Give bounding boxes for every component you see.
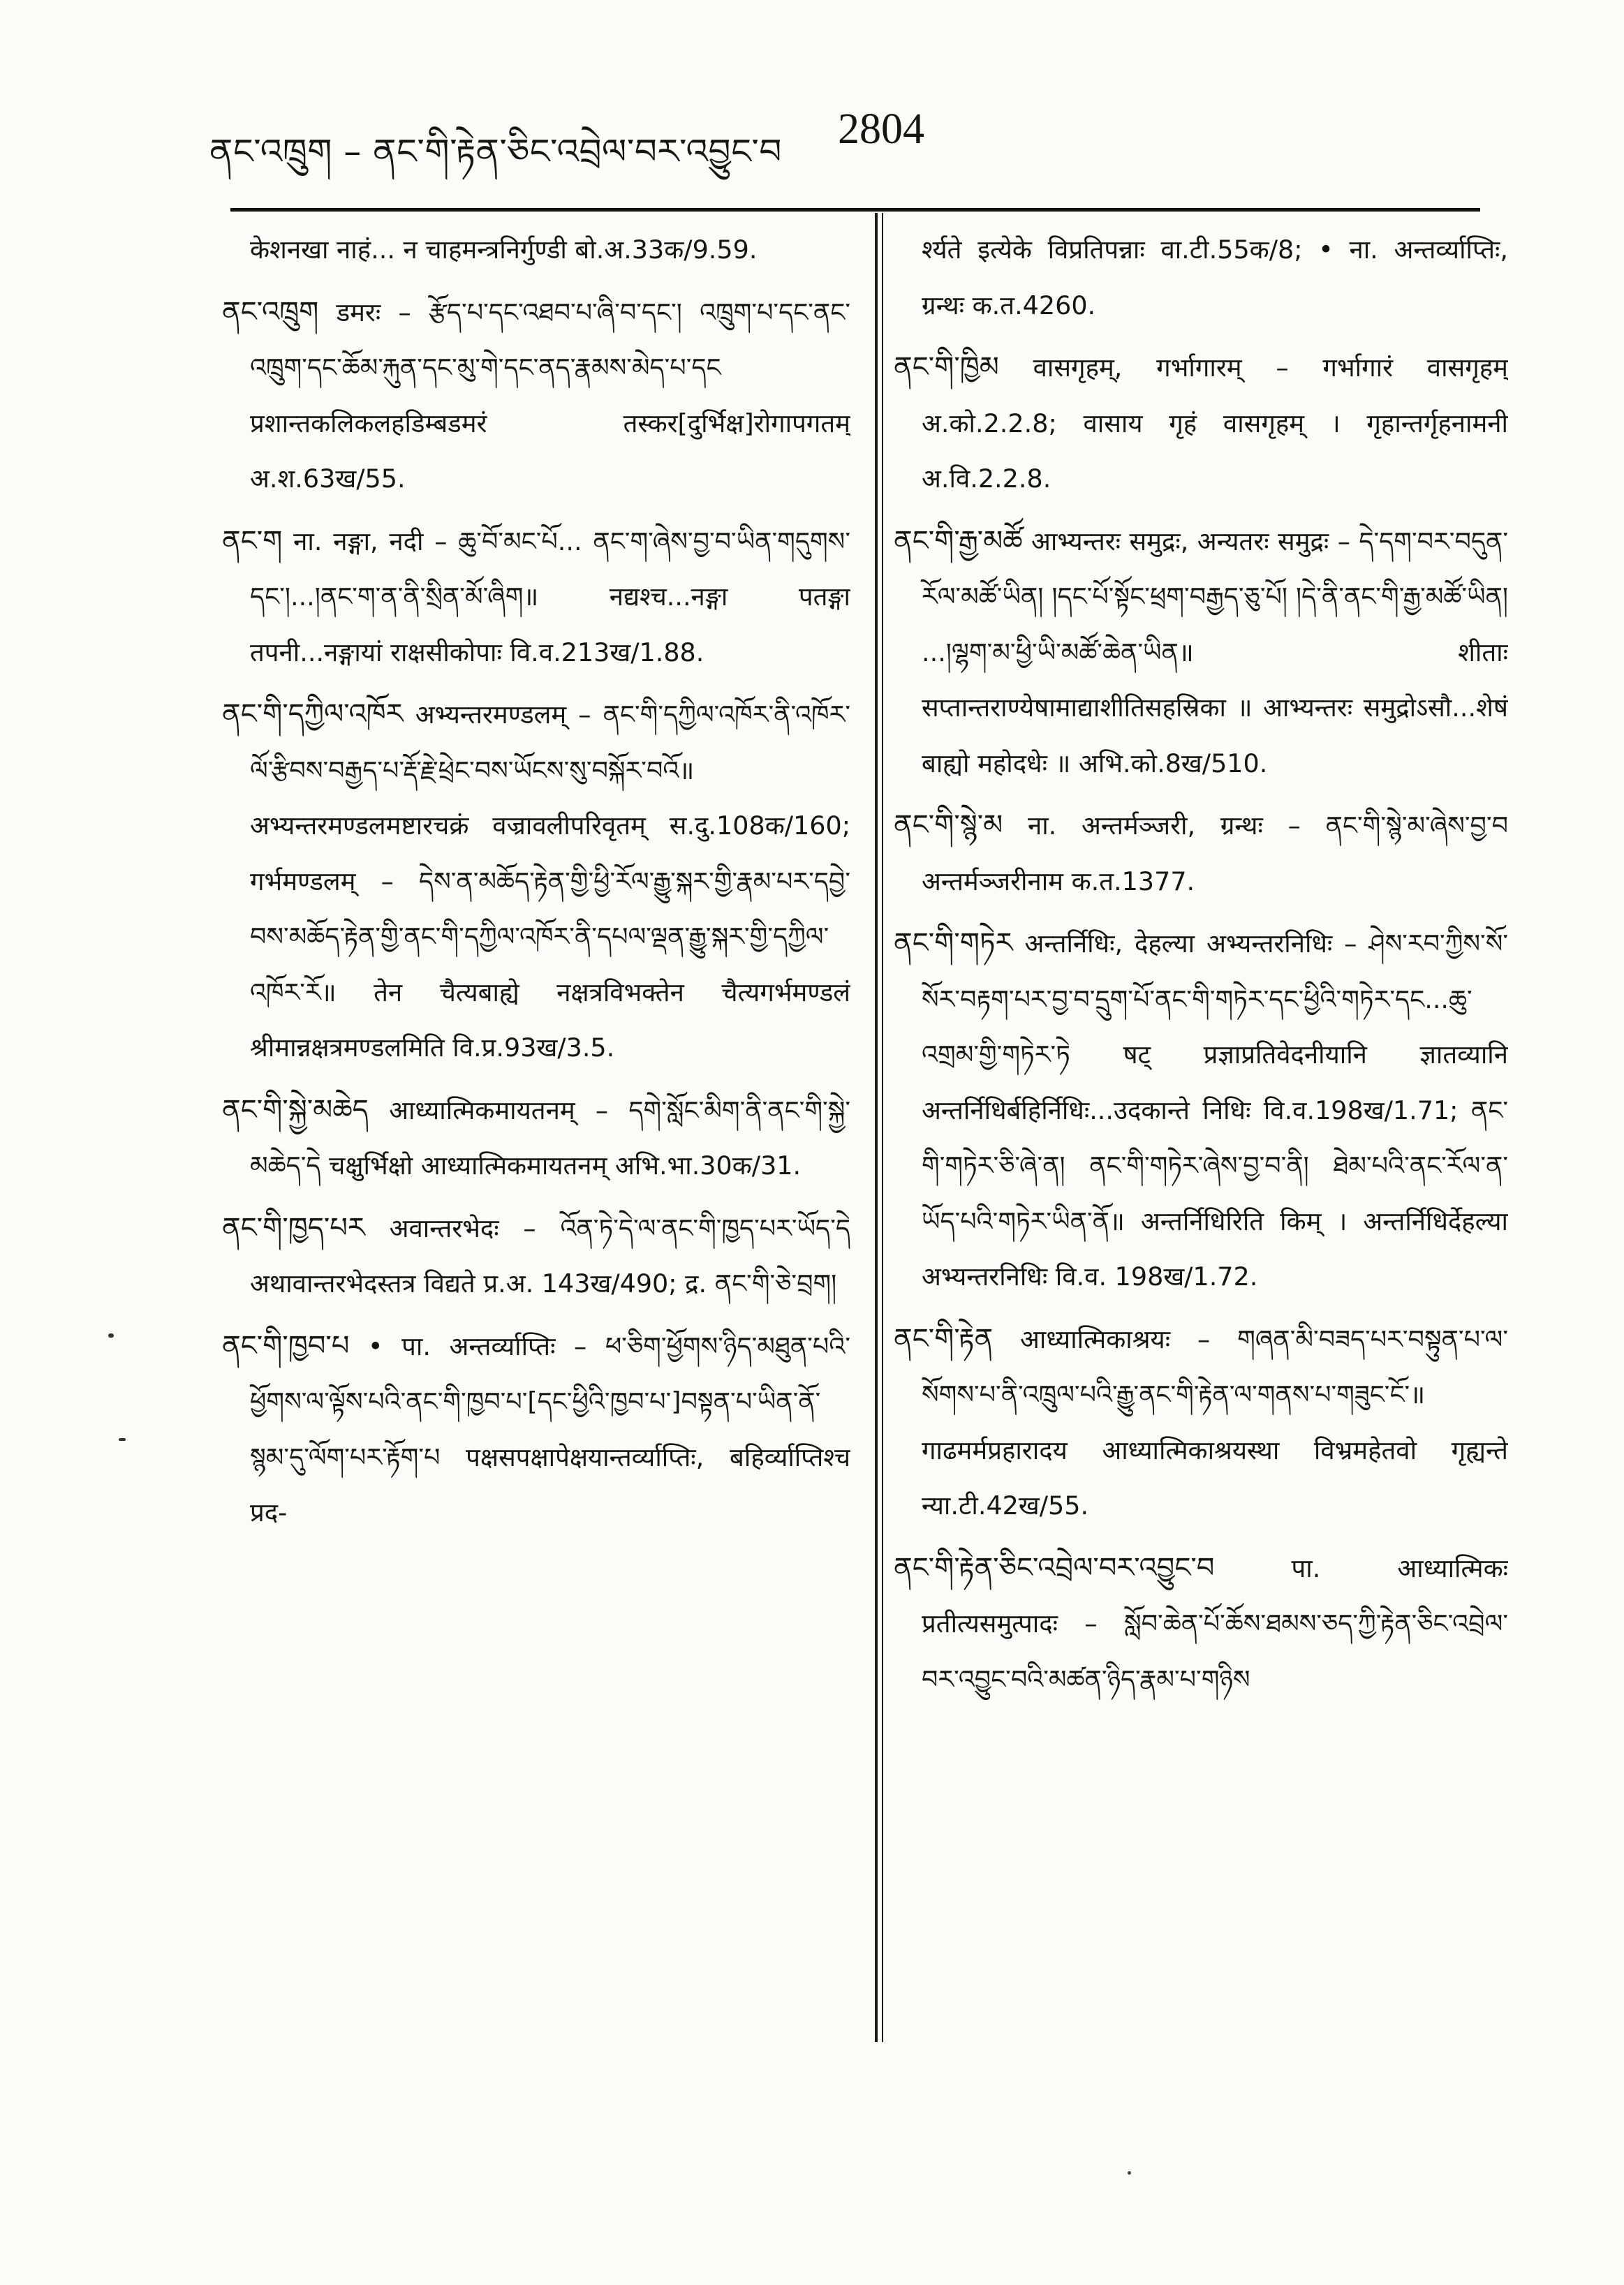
entry-text: अन्तर्निधिः, देहल्या अभ्यन्तरनिधिः – ཤེས་རབ་ཀྱིས་སོ་སོར་བརྟག་པར་བྱ་བ་དྲུག་པོ་ནང་གི་གཏེར་དང་ཕྱིའི་གཏེར་དང...ཆུ་འགྲམ་གྱི་གཏེར་ཏེ षट् प्रज्ञाप्रतिवेदनीयानि ज्ञातव्यानि अन्तर्निधिर्बहिर्निधिः...उदकान्ते निधिः वि.व.198ख/1.71; ནང་གི་གཏེར་ཅི་ཞེ་ན། ནང་གི་གཏེར་ཞེས་བྱ་བ་ནི། ཐེམ་པའི་ནང་རོལ་ན་ཡོད་པའི་གཏེར་ཡིན་ནོ॥ अन्तर्निधिरिति किम् । अन्तर्निधिर्देहल्या अभ्यन्तरनिधिः वि.व. 198ख/1.72. bbox=[922, 929, 1508, 1292]
entry-headword: ནང་གི་རྟེན bbox=[894, 1322, 994, 1355]
dictionary-entry bbox=[222, 687, 850, 1076]
left-column bbox=[222, 222, 850, 2051]
dictionary-entry bbox=[222, 1083, 850, 1194]
entry-text: अभ्यन्तरमण्डलम् – ནང་གི་དཀྱིལ་འཁོར་ནི་འཁོར་ལོ་རྩིབས་བརྒྱད་པ་རྡོ་རྗེ་ཕྲེང་བས་ཡོངས་སུ་བསྐོར་བའོ॥ अभ्यन्तरमण्डलमष्टारचक्रं वज्रावलीपरिवृतम् स.दु.108क/160; गर्भमण्डलम् – དེས་ན་མཆོད་རྟེན་གྱི་ཕྱི་རོལ་རྒྱུ་སྐར་གྱི་རྣམ་པར་དབྱེ་བས་མཆོད་རྟེན་གྱི་ནང་གི་དཀྱིལ་འཁོར་ནི་དཔལ་ལྡན་རྒྱུ་སྐར་གྱི་དཀྱིལ་འཁོར་རོ॥ तेन चैत्यबाह्ये नक्षत्रविभक्तेन चैत्यगर्भमण्डलं श्रीमान्नक्षत्रमण्डलमिति वि.प्र.93ख/3.5. bbox=[250, 700, 850, 1063]
entry-text: ना. अन्तर्मञ्जरी, ग्रन्थः – ནང་གི་སྙེ་མ་ཞེས་བྱ་བ अन्तर्मञ्जरीनाम क.त.1377. bbox=[922, 811, 1508, 896]
entry-headword: ནང་གི་ཁྱབ་པ bbox=[222, 1329, 350, 1362]
entry-text: आध्यात्मिकमायतनम् – དགེ་སློང་མིག་ནི་ནང་གི་སྐྱེ་མཆེད་དེ चक्षुर्भिक्षो आध्यात्मिकमायतनम् अभि.भा.30क/31. bbox=[250, 1095, 850, 1181]
dictionary-entry bbox=[222, 1319, 850, 1541]
entry-text: आभ्यन्तरः समुद्रः, अन्यतरः समुद्रः – དེ་དག་བར་བདུན་རོལ་མཚོ་ཡིན། །དང་པོ་སྟོང་ཕྲག་བརྒྱད་ཅུ་པོ། །དེ་ནི་ནང་གི་རྒྱ་མཚོ་ཡིན། ...།ལྷག་མ་ཕྱི་ཡི་མཚོ་ཆེན་ཡིན॥ शीताः सप्तान्तराण्येषामाद्याशीतिसहस्रिका ॥ आभ्यन्तरः समुद्रोऽसौ...शेषं बाह्यो महोदधेः ॥ अभि.को.8ख/510. bbox=[922, 526, 1508, 778]
entry-text: ना. नङ्गा, नदी – ཆུ་བོ་མང་པོ... ནང་ག་ཞེས་བྱ་བ་ཡིན་གདུགས་དང་།...།ནང་ག་ན་ནི་སྲིན་མོ་ཞིག॥ नद्यश्च...नङ्गा पतङ्गा तपनी...नङ्गायां राक्षसीकोपाः वि.व.213ख/1.88. bbox=[250, 526, 850, 667]
page-number: 2804 bbox=[838, 105, 924, 153]
dictionary-entry bbox=[894, 916, 1508, 1305]
entry-text: वासगृहम्, गर्भागारम् – गर्भागारं वासगृहम् अ.को.2.2.8; वासाय गृहं वासगृहम् । गृहान्तर्गृहनामनी अ.वि.2.2.8. bbox=[922, 353, 1508, 494]
right-column bbox=[894, 222, 1508, 2051]
entry-text: अवान्तरभेदः – འོན་ཏེ་དེ་ལ་ནང་གི་ཁྱད་པར་ཡོད་དེ अथावान्तरभेदस्तत्र विद्यते प्र.अ. 143ख/490; द्र. ནང་གི་ཅེ་བྲག། bbox=[250, 1213, 850, 1299]
header-rule bbox=[230, 208, 1480, 212]
entry-headword: ནང་ག bbox=[222, 524, 283, 557]
entry-headword: ནང་གི་གཏེར bbox=[894, 927, 1013, 959]
column-divider bbox=[875, 213, 878, 2042]
entry-headword: ནང་གི་ཁྱད་པར bbox=[222, 1211, 365, 1244]
entry-text: पा. आध्यात्मिकः प्रतीत्यसमुत्पादः – སློབ་ཆེན་པོ་ཆོས་ཐམས་ཅད་ཀྱི་རྟེན་ཅིང་འབྲེལ་བར་འབྱུང་བའི་མཚན་ཉིད་རྣམ་པ་གཉིས bbox=[922, 1553, 1508, 1694]
entry-text: आध्यात्मिकाश्रयः – གཞན་མི་བཟད་པར་བསྟུན་པ་ལ་སོགས་པ་ནི་འཁྲུལ་པའི་རྒྱུ་ནང་གི་རྟེན་ལ་གནས་པ་གཟུང་ངོ་॥ गाढमर्मप्रहारादय आध्यात्मिकाश्रयस्था विभ्रमहेतवो गृह्यन्ते न्या.टी.42ख/55. bbox=[922, 1324, 1508, 1521]
dictionary-entry bbox=[222, 285, 850, 507]
entry-headword: ནང་གི་ཁྱིམ bbox=[894, 351, 999, 383]
page-header bbox=[209, 105, 1501, 172]
entry-headword: ནང་གི་སྐྱེ་མཆེད bbox=[222, 1093, 369, 1126]
dictionary-entry bbox=[894, 514, 1508, 792]
dictionary-entry bbox=[894, 222, 1508, 333]
dictionary-entry bbox=[894, 1541, 1508, 1708]
entry-headword: ནང་གི་རྒྱ་མཚོ bbox=[894, 524, 1023, 557]
column-divider-inner bbox=[882, 213, 883, 2042]
dictionary-entry bbox=[894, 340, 1508, 507]
entry-headword: ནང་གི་དཀྱིལ་འཁོར bbox=[222, 698, 404, 730]
scan-speck bbox=[119, 1438, 126, 1441]
dictionary-entry bbox=[222, 222, 850, 278]
entry-text: • पा. अन्तर्व्याप्तिः – ཕ་ཅིག་ཕྱོགས་ཉིད་མཐུན་པའི་ཕྱོགས་ལ་ལྟོས་པའི་ནང་གི་ཁྱབ་པ་[དང་ཕྱིའི་ཁྱབ་པ་]བསྟན་པ་ཡིན་ནོ་སྙམ་དུ་ལོག་པར་རྟོག་པ पक्षसपक्षापेक्षयान्तर्व्याप्तिः, बहिर्व्याप्तिश्च प्रद- bbox=[250, 1331, 850, 1528]
running-head: ནང་འཁྲུག – ནང་གི་རྟེན་ཅིང་འབྲེལ་བར་འབྱུང་བ bbox=[209, 131, 782, 172]
entry-text: केशनखा नाहं... न चाहमन्त्रनिर्गुण्डी बो.अ.33क/9.59. bbox=[250, 235, 758, 265]
entry-text: र्श्यते इत्येके विप्रतिपन्नाः वा.टी.55क/8; • ना. अन्तर्व्याप्तिः, ग्रन्थः क.त.4260. bbox=[922, 235, 1508, 320]
dictionary-entry bbox=[894, 1312, 1508, 1534]
scan-speck bbox=[1128, 2171, 1131, 2175]
dictionary-entry bbox=[222, 514, 850, 681]
entry-headword: ནང་གི་སྙེ་མ bbox=[894, 809, 1003, 841]
dictionary-entry bbox=[894, 798, 1508, 909]
entry-headword: ནང་གི་རྟེན་ཅིང་འབྲེལ་བར་འབྱུང་བ bbox=[894, 1551, 1215, 1584]
scan-speck bbox=[108, 1333, 114, 1338]
entry-headword: ནང་འཁྲུག bbox=[222, 295, 319, 328]
dictionary-entry bbox=[222, 1201, 850, 1312]
entry-text: डमरः – རྩོད་པ་དང་འཐབ་པ་ཞི་བ་དང་། འཁྲུག་པ་དང་ནང་འཁྲུག་དང་ཆོམ་རྐུན་དང་མུ་གེ་དང་ནད་རྣམས་མེད་པ་དང प्रशान्तकलिकलहडिम्बडमरं तस्कर[दुर्भिक्ष]रोगापगतम् अ.श.63ख/55. bbox=[250, 297, 850, 494]
